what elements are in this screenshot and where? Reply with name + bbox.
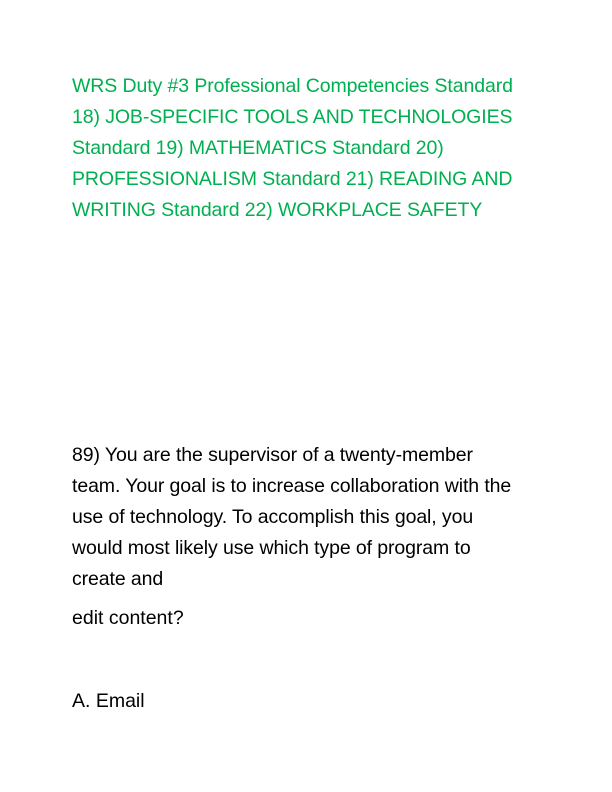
heading-line: WRITING Standard 22) WORKPLACE SAFETY: [72, 199, 483, 221]
question-line: create and: [72, 568, 164, 590]
answer-option-a: A. Email: [72, 690, 145, 712]
question-line: use of technology. To accomplish this goal, you: [72, 506, 474, 528]
question-text: [72, 440, 547, 595]
heading-line: Standard 19) MATHEMATICS Standard 20): [72, 137, 444, 159]
heading-line: WRS Duty #3 Professional Competencies Standard: [72, 75, 513, 97]
question-line: would most likely use which type of program to: [72, 537, 471, 559]
heading-line: 18) JOB-SPECIFIC TOOLS AND TECHNOLOGIES: [72, 106, 513, 128]
standards-heading: [72, 71, 547, 226]
question-line: 89) You are the supervisor of a twenty-member: [72, 444, 473, 466]
question-continuation: edit content?: [72, 607, 184, 629]
heading-line: PROFESSIONALISM Standard 21) READING AND: [72, 168, 513, 190]
question-line: team. Your goal is to increase collaboration with the: [72, 475, 512, 497]
